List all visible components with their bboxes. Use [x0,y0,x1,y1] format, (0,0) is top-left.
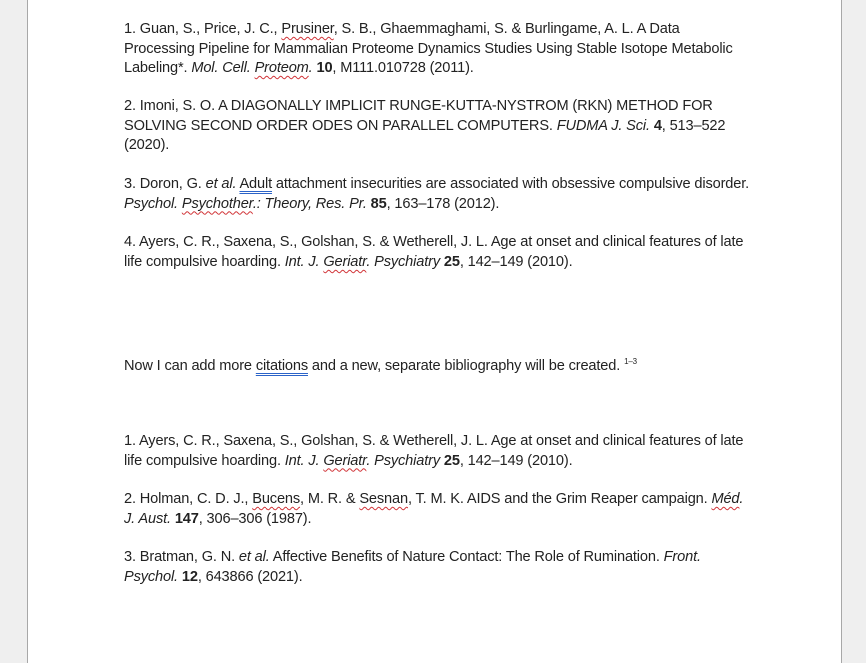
entry-authors: , M. R. & [300,491,360,508]
entry-journal: Front. Psychol. [124,549,701,585]
bibliography-entry-3[interactable] [124,175,750,214]
entry-journal: Psychol. [124,195,182,212]
spelling-flagged-word[interactable]: Bucens [252,491,301,508]
entry-number: 4. [124,234,136,251]
spelling-flagged-word[interactable]: Proteom [254,60,309,77]
citation-superscript[interactable]: 1–3 [624,357,637,367]
entry-pages: , 513–522 (2020). [124,117,726,154]
entry-authors: Holman, C. D. J., [139,491,253,508]
bibliography2-entry-2[interactable] [124,490,750,529]
entry-number: 3. [124,176,136,193]
spelling-flagged-word[interactable]: Méd [711,491,740,508]
bibliography-entry-1[interactable] [124,20,750,79]
entry-text: Ayers, C. R., Saxena, S., Golshan, S. & Wetherell, J. L. Age at onset and clinical features of late life compulsive hoarding. [124,234,744,270]
entry-volume: 12 [181,569,198,585]
bibliography-entry-4[interactable] [124,233,750,272]
entry-number: 2. [124,491,136,508]
entry-volume: 4 [653,117,662,134]
document-page[interactable] [27,0,842,663]
entry-authors: Guan, S., Price, J. C., [139,21,282,37]
spelling-flagged-word[interactable]: Geriatr [323,452,367,469]
entry-title: , T. M. K. AIDS and the Grim Reaper campaign. [407,491,712,508]
spelling-flagged-word[interactable]: Sesnan [359,491,408,508]
entry-number: 3. [124,549,136,566]
entry-journal: . Psychiatry [366,452,440,469]
spelling-flagged-word[interactable]: Geriatr [323,253,367,270]
entry-journal: .: Theory, Res. Pr. [252,195,367,212]
paragraph-text: and a new, separate bibliography will be created. [308,358,625,375]
entry-journal: . [308,60,313,77]
entry-volume: 10 [316,60,333,77]
entry-volume: 25 [443,253,460,270]
entry-volume: 147 [174,510,199,527]
entry-volume: 85 [370,195,387,212]
entry-number: 2. [124,98,136,115]
entry-journal: Int. J. [284,452,324,469]
entry-number: 1. [124,433,136,450]
entry-pages: , M111.010728 (2011). [332,60,474,77]
entry-authors: Bratman, G. N. [139,549,239,566]
entry-title: attachment insecurities are associated with obsessive compulsive disorder. [271,176,750,193]
entry-text: Imoni, S. O. A DIAGONALLY IMPLICIT RUNGE-KUTTA-NYSTROM (RKN) METHOD FOR SOLVING SECOND ORDER ODES ON PARALLEL COMPUTERS. [124,98,713,134]
entry-number: 1. [124,21,136,37]
entry-journal: . Psychiatry [366,253,440,270]
bibliography2-entry-1[interactable] [124,432,750,471]
entry-pages: , 142–149 (2010). [459,253,573,270]
entry-volume: 25 [443,452,460,469]
entry-title: Affective Benefits of Nature Contact: The Role of Rumination. [269,549,664,566]
body-paragraph[interactable] [124,357,750,377]
bibliography-entry-2[interactable] [124,97,750,156]
bibliography2-entry-3[interactable] [124,548,750,587]
spelling-flagged-word[interactable]: Prusiner [281,21,334,37]
entry-pages: , 643866 (2021). [197,569,303,585]
entry-pages: , 163–178 (2012). [386,195,500,212]
entry-journal: . J. Aust. [124,491,744,527]
grammar-flagged-word[interactable]: citations [255,358,308,375]
entry-journal: Int. J. [284,253,324,270]
entry-title: , S. B., Ghaemmaghami, S. & Burlingame, A. L. A Data Processing Pipeline for Mammalian Proteome Dynamics Studies Using Stable Isotope Metabolic Labeling*. [124,21,733,77]
entry-etal: et al. [238,549,270,566]
paragraph-text: Now I can add more [124,358,256,375]
grammar-flagged-word[interactable]: Adult [239,176,272,193]
entry-text: Ayers, C. R., Saxena, S., Golshan, S. & Wetherell, J. L. Age at onset and clinical features of late life compulsive hoarding. [124,433,744,469]
entry-journal: FUDMA J. Sci. [556,117,650,134]
entry-authors: Doron, G. [139,176,206,193]
entry-journal: Mol. Cell. [191,60,255,77]
entry-pages: , 306–306 (1987). [198,510,312,527]
spelling-flagged-word[interactable]: Psychother [181,195,253,212]
document-body[interactable] [124,20,750,588]
entry-etal: et al. [205,176,237,193]
entry-pages: , 142–149 (2010). [459,452,573,469]
